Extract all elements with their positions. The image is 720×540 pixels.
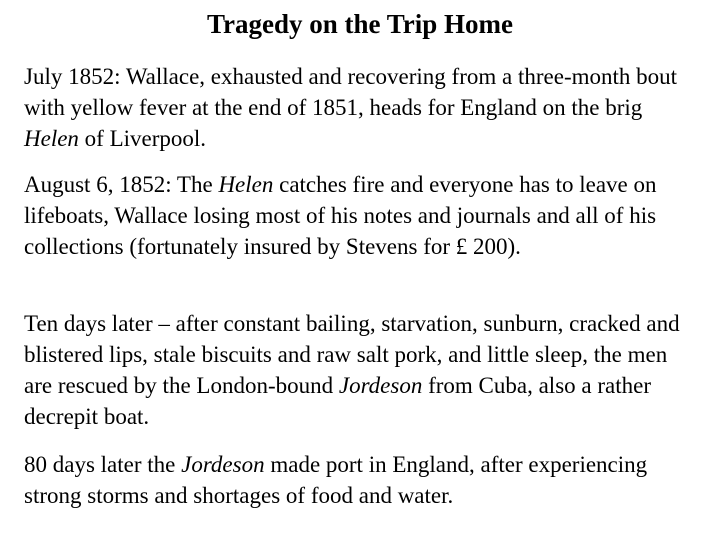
ship-name: Helen xyxy=(218,172,274,197)
paragraph-august-1852 xyxy=(24,169,694,262)
paragraph-text: 80 days later the xyxy=(24,452,182,477)
paragraph-text: Ten days later – after constant bailing, starvation, sunburn, cracked and blistered lips, stale biscuits and raw salt pork, and little sleep, the men are rescued by the London-bound xyxy=(24,311,680,398)
ship-name: Helen xyxy=(24,126,79,151)
paragraph-text: from Cuba, also a rather decrepit boat. xyxy=(24,373,651,429)
ship-name: Jordeson xyxy=(338,373,423,398)
paragraph-text: of Liverpool. xyxy=(78,126,207,151)
paragraph-july-1852 xyxy=(24,61,694,154)
paragraph-text: catches fire and everyone has to leave on lifeboats, Wallace losing most of his notes and journals and all of his collections (fortunately insured by Stevens for £ 200). xyxy=(24,172,657,259)
slide-title: Tragedy on the Trip Home xyxy=(207,9,513,39)
paragraph-80-days-later xyxy=(24,449,694,511)
paragraph-ten-days-later xyxy=(24,308,694,432)
paragraph-text: July 1852: Wallace, exhausted and recovering from a three-month bout with yellow fever at the end of 1851, heads for England on the brig xyxy=(24,64,678,120)
ship-name: Jordeson xyxy=(181,452,265,477)
paragraph-text: August 6, 1852: The xyxy=(24,172,219,197)
paragraph-text: made port in England, after experiencing strong storms and shortages of food and water. xyxy=(24,452,648,508)
